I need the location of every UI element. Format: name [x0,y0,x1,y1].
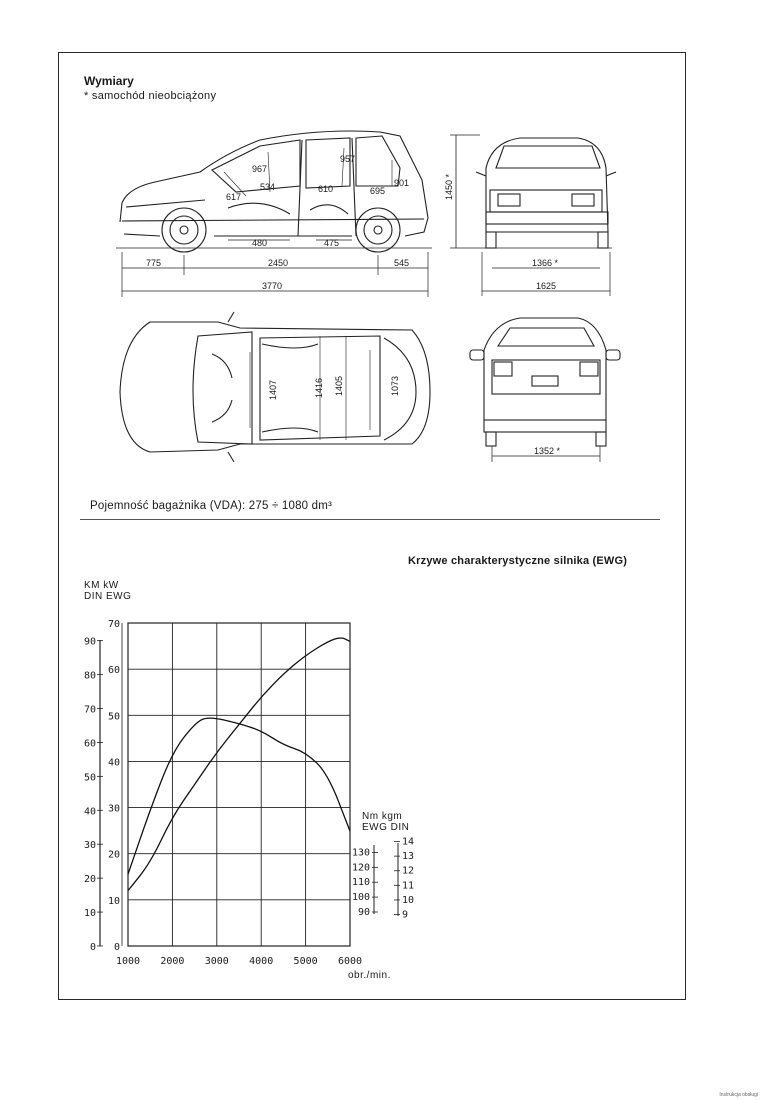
kw-tick-label: 10 [107,895,120,907]
kgm-tick-label: 10 [402,894,415,906]
km-tick-label: 40 [83,806,96,818]
kw-tick-label: 70 [107,619,120,630]
nm-tick-label: 120 [351,862,370,874]
kw-tick-label: 0 [113,942,120,953]
dim-901: 901 [394,178,410,188]
chart-plot-frame [128,623,350,946]
kgm-tick-label: 9 [402,909,409,921]
nm-tick-label: 90 [357,907,370,918]
kgm-tick-label: 14 [402,836,415,848]
dim-957: 957 [340,154,356,164]
nm-tick-label: 130 [351,847,370,859]
dim-610: 610 [318,184,334,194]
dim-534: 534 [260,182,276,192]
dim-695: 695 [370,186,386,196]
section-note: * samochód nieobciążony [84,90,217,102]
kw-tick-label: 60 [107,665,120,677]
km-tick-label: 30 [83,840,96,852]
x-tick-label: 5000 [293,956,318,967]
kw-tick-label: 50 [107,711,120,723]
left-axis-header-line1: KM kW [84,580,119,591]
section-title: Wymiary [84,74,134,88]
dim-front-track: 1366 * [532,258,559,268]
dim-967: 967 [252,164,268,174]
kgm-tick-label: 11 [402,880,415,892]
dim-rear-overhang: 545 [394,258,410,268]
km-tick-label: 60 [83,738,96,750]
x-tick-label: 1000 [115,956,141,967]
footer-mark: Instrukcja obsługi [719,1092,758,1098]
nm-tick-label: 110 [351,877,370,889]
power-curve [128,638,350,891]
kw-tick-label: 40 [107,757,120,769]
dim-length: 3770 [262,281,283,291]
dim-1405: 1405 [334,375,344,396]
left-axis-header-line2: DIN EWG [84,591,132,602]
engine-curves-title: Krzywe charakterystyczne silnika (EWG) [408,555,628,567]
nm-tick-label: 100 [351,892,370,904]
kw-tick-label: 20 [107,849,120,861]
dim-seat-a: 480 [252,238,268,248]
x-tick-label: 2000 [160,956,185,967]
km-tick-label: 10 [83,908,96,920]
dim-seat-b: 475 [324,238,340,248]
trunk-capacity: Pojemność bagażnika (VDA): 275 ÷ 1080 dm³ [90,500,333,512]
dim-rear-track: 1352 * [534,446,561,456]
km-tick-label: 50 [83,772,96,784]
dim-width: 1625 [536,281,557,291]
torque-curve [128,718,350,874]
dim-height: 1450 * [444,173,454,200]
x-tick-label: 4000 [249,956,274,967]
x-axis-unit: obr./min. [348,970,391,981]
dim-617: 617 [226,192,242,202]
km-tick-label: 80 [83,670,96,682]
dim-1407: 1407 [268,379,278,400]
dim-1073: 1073 [390,375,400,396]
km-tick-label: 90 [83,636,96,648]
right-axis-header-line1: Nm kgm [362,811,403,822]
kw-tick-label: 30 [107,803,120,815]
dim-wheelbase: 2450 [268,258,289,268]
dim-front-overhang: 775 [146,258,162,268]
km-tick-label: 20 [83,874,96,886]
kgm-tick-label: 12 [402,865,415,877]
right-axis-header-line2: EWG DIN [362,822,410,833]
x-tick-label: 3000 [204,956,229,967]
km-tick-label: 70 [83,704,96,716]
x-tick-label: 6000 [337,956,363,967]
kgm-tick-label: 13 [402,851,415,863]
dim-1416: 1416 [314,377,324,398]
km-tick-label: 0 [89,942,96,953]
